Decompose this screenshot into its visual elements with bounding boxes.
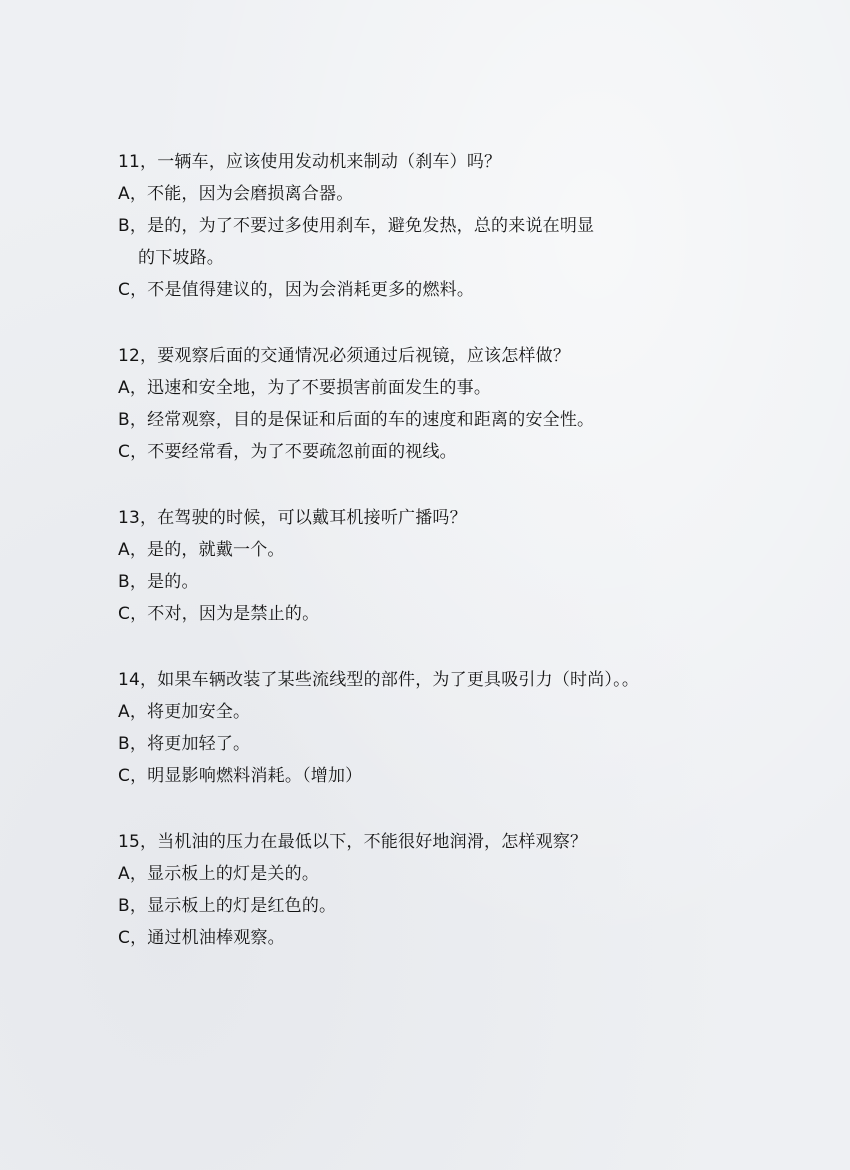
question-text: 12，要观察后面的交通情况必须通过后视镜，应该怎样做？ [118, 346, 571, 366]
question-14 [118, 664, 738, 792]
question-12 [118, 340, 738, 468]
answer-option-c: C，通过机油棒观察。 [118, 928, 285, 948]
question-13 [118, 502, 738, 630]
question-11 [118, 146, 738, 306]
answer-option-c: C，不要经常看，为了不要疏忽前面的视线。 [118, 442, 457, 462]
question-text: 13，在驾驶的时候，可以戴耳机接听广播吗？ [118, 508, 467, 528]
answer-option-a: A，显示板上的灯是关的。 [118, 864, 320, 884]
answer-option-c: C，不对，因为是禁止的。 [118, 604, 320, 624]
answer-option-b: B，将更加轻了。 [118, 734, 251, 754]
question-text: 15，当机油的压力在最低以下，不能很好地润滑，怎样观察？ [118, 832, 588, 852]
answer-option-a: A，不能，因为会磨损离合器。 [118, 184, 354, 204]
question-15 [118, 826, 738, 954]
answer-option-b-continued: 的下坡路。 [138, 248, 224, 268]
question-text: 14，如果车辆改装了某些流线型的部件，为了更具吸引力（时尚）。。 [118, 670, 640, 690]
question-list [118, 146, 738, 954]
answer-option-a: A，将更加安全。 [118, 702, 251, 722]
answer-option-c: C，不是值得建议的，因为会消耗更多的燃料。 [118, 280, 475, 300]
answer-option-b: B，是的。 [118, 572, 199, 592]
answer-option-a: A，是的，就戴一个。 [118, 540, 285, 560]
answer-option-b: B，是的，为了不要过多使用刹车，避免发热，总的来说在明显 [118, 216, 595, 236]
question-text: 11，一辆车，应该使用发动机来制动（刹车）吗？ [118, 152, 502, 172]
answer-option-b: B，经常观察，目的是保证和后面的车的速度和距离的安全性。 [118, 410, 595, 430]
answer-option-a: A，迅速和安全地，为了不要损害前面发生的事。 [118, 378, 492, 398]
answer-option-b: B，显示板上的灯是红色的。 [118, 896, 337, 916]
answer-option-c: C，明显影响燃料消耗。（增加） [118, 766, 363, 786]
